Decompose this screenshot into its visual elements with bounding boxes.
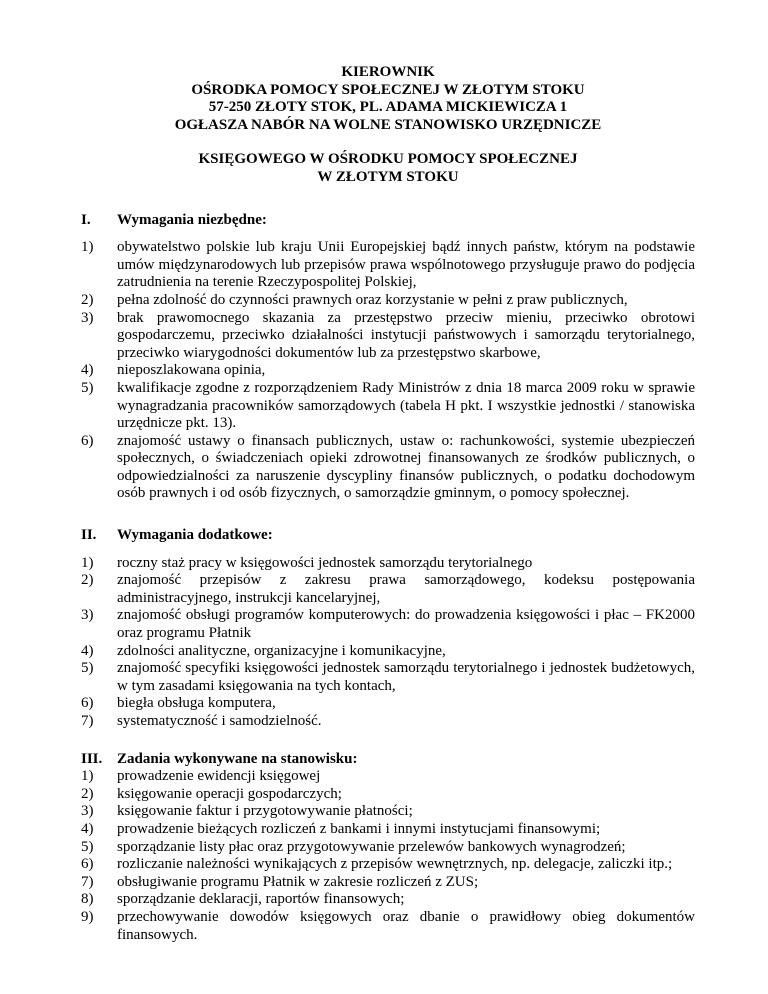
list-item: [81, 555, 695, 573]
document-page: [81, 64, 695, 944]
list-item: [81, 292, 695, 310]
item-number: 9): [81, 908, 94, 925]
list-item: [81, 310, 695, 363]
item-text: sporządzanie deklaracji, raportów finansowych;: [117, 891, 405, 908]
list-item: [81, 839, 695, 857]
item-text: znajomość specyfiki księgowości jednostek samorządu terytorialnego i jednostek budżetowych, w tym zasadami księgowania na tych kontach,: [117, 660, 695, 694]
list-item: [81, 433, 695, 503]
list-item: [81, 660, 695, 695]
list-item: [81, 909, 695, 944]
list-item: [81, 643, 695, 661]
item-text: systematyczność i samodzielność.: [117, 713, 322, 729]
item-number: 1): [81, 554, 94, 571]
item-text: księgowanie faktur i przygotowywanie płatności;: [117, 803, 413, 820]
item-number: 7): [81, 873, 94, 890]
item-text: prowadzenie ewidencji księgowej: [117, 768, 321, 785]
item-number: 7): [81, 713, 94, 729]
item-number: 2): [81, 291, 94, 308]
item-text: przechowywanie dowodów księgowych oraz dbanie o prawidłowy obieg dokumentów finansowych.: [117, 908, 695, 943]
section-number: I.: [81, 211, 91, 228]
header-line: KIEROWNIK: [341, 64, 435, 80]
section-heading: [81, 527, 695, 545]
position-line: W ZŁOTYM STOKU: [317, 168, 459, 185]
item-text: sporządzanie listy płac oraz przygotowywanie przelewów bankowych wynagrodzeń;: [117, 838, 626, 855]
section-title: Wymagania dodatkowe:: [117, 527, 273, 544]
item-number: 5): [81, 660, 94, 677]
item-number: 5): [81, 838, 94, 855]
list-item: [81, 695, 695, 713]
item-text: znajomość ustawy o finansach publicznych, ustaw o: rachunkowości, systemie ubezpieczeń społecznych, o świadczeniach opieki zdrowotnej finansowanych ze środków publicznych, o odpowiedzialności za naruszenie dyscypliny finansów publicznych, o podatku dochodowym osób prawnych i od osób fizycznych, o samorządzie gminnym, o pomocy społecznej.: [117, 432, 695, 502]
item-number: 6): [81, 695, 94, 712]
item-text: roczny staż pracy w księgowości jednostek samorządu terytorialnego: [117, 554, 533, 571]
item-number: 4): [81, 362, 94, 379]
header-line: OGŁASZA NABÓR NA WOLNE STANOWISKO URZĘDNICZE: [174, 116, 602, 133]
item-number: 4): [81, 820, 94, 837]
list-item: [81, 239, 695, 292]
item-number: 8): [81, 891, 94, 908]
item-text: nieposzlakowana opinia,: [117, 362, 266, 379]
position-line: KSIĘGOWEGO W OŚRODKU POMOCY SPOŁECZNEJ: [198, 151, 578, 168]
item-text: zdolności analityczne, organizacyjne i komunikacyjne,: [117, 642, 446, 659]
item-text: obywatelstwo polskie lub kraju Unii Europejskiej bądź innych państw, którym na podstawie umów międzynarodowych lub przepisów prawa wspólnotowego przysługuje prawo do podjęcia zatrudnienia na terenie Rzeczypospolitej Polskiej,: [117, 239, 695, 291]
section-heading: [81, 212, 695, 230]
item-number: 1): [81, 768, 94, 785]
item-number: 3): [81, 309, 94, 326]
item-text: rozliczanie należności wynikających z przepisów wewnętrznych, np. delegacje, zaliczki itp.;: [117, 856, 673, 873]
section-number: III.: [81, 750, 103, 767]
list-item: [81, 803, 695, 821]
list-item: [81, 713, 695, 731]
section-heading: [81, 751, 695, 769]
list-item: [81, 380, 695, 433]
item-text: brak prawomocnego skazania za przestępstwo przeciw mieniu, przeciwko obrotowi gospodarczemu, przeciwko działalności instytucji państwowych i samorządu terytorialnego, przeciwko wiarygodności dokumentów lub za przestępstwo skarbowe,: [117, 309, 695, 361]
list-item: [81, 768, 695, 786]
item-text: biegła obsługa komputera,: [117, 695, 276, 712]
item-number: 6): [81, 432, 94, 449]
list-item: [81, 821, 695, 839]
item-number: 3): [81, 803, 94, 820]
item-text: znajomość przepisów z zakresu prawa samorządowego, kodeksu postępowania administracyjnego, instrukcji kancelaryjnej,: [117, 572, 695, 606]
item-number: 2): [81, 572, 94, 589]
item-number: 1): [81, 239, 94, 256]
section-title: Zadania wykonywane na stanowisku:: [117, 750, 358, 767]
header-line: 57-250 ZŁOTY STOK, PL. ADAMA MICKIEWICZA 1: [208, 99, 568, 116]
header-line: OŚRODKA POMOCY SPOŁECZNEJ W ZŁOTYM STOKU: [191, 81, 585, 98]
list-item: [81, 856, 695, 874]
list-item: [81, 891, 695, 909]
item-text: prowadzenie bieżących rozliczeń z bankami i innymi instytucjami finansowymi;: [117, 820, 601, 837]
item-text: kwalifikacje zgodne z rozporządzeniem Rady Ministrów z dnia 18 marca 2009 roku w sprawie wynagradzania pracowników samorządowych (tabela H pkt. I wszystkie jednostki / stanowiska urzędnicze pkt. 13).: [117, 379, 695, 432]
announcement-header: [81, 64, 695, 134]
position-title: [81, 151, 695, 186]
list-item: [81, 786, 695, 804]
item-text: księgowanie operacji gospodarczych;: [117, 785, 342, 802]
item-number: 6): [81, 856, 94, 873]
item-number: 2): [81, 785, 94, 802]
list-item: [81, 607, 695, 642]
duties-list: [81, 768, 695, 944]
item-number: 4): [81, 642, 94, 659]
list-item: [81, 874, 695, 892]
item-number: 5): [81, 379, 94, 396]
list-item: [81, 362, 695, 380]
section-number: II.: [81, 527, 97, 544]
requirements-list: [81, 239, 695, 503]
item-text: znajomość obsługi programów komputerowych: do prowadzenia księgowości i płac – FK2000 oraz programu Płatnik: [117, 607, 695, 642]
item-text: pełna zdolność do czynności prawnych oraz korzystanie w pełni z praw publicznych,: [117, 291, 628, 308]
section-title: Wymagania niezbędne:: [117, 211, 267, 228]
item-number: 3): [81, 607, 94, 624]
item-text: obsługiwanie programu Płatnik w zakresie rozliczeń z ZUS;: [117, 873, 479, 890]
additional-requirements-list: [81, 555, 695, 731]
list-item: [81, 572, 695, 607]
